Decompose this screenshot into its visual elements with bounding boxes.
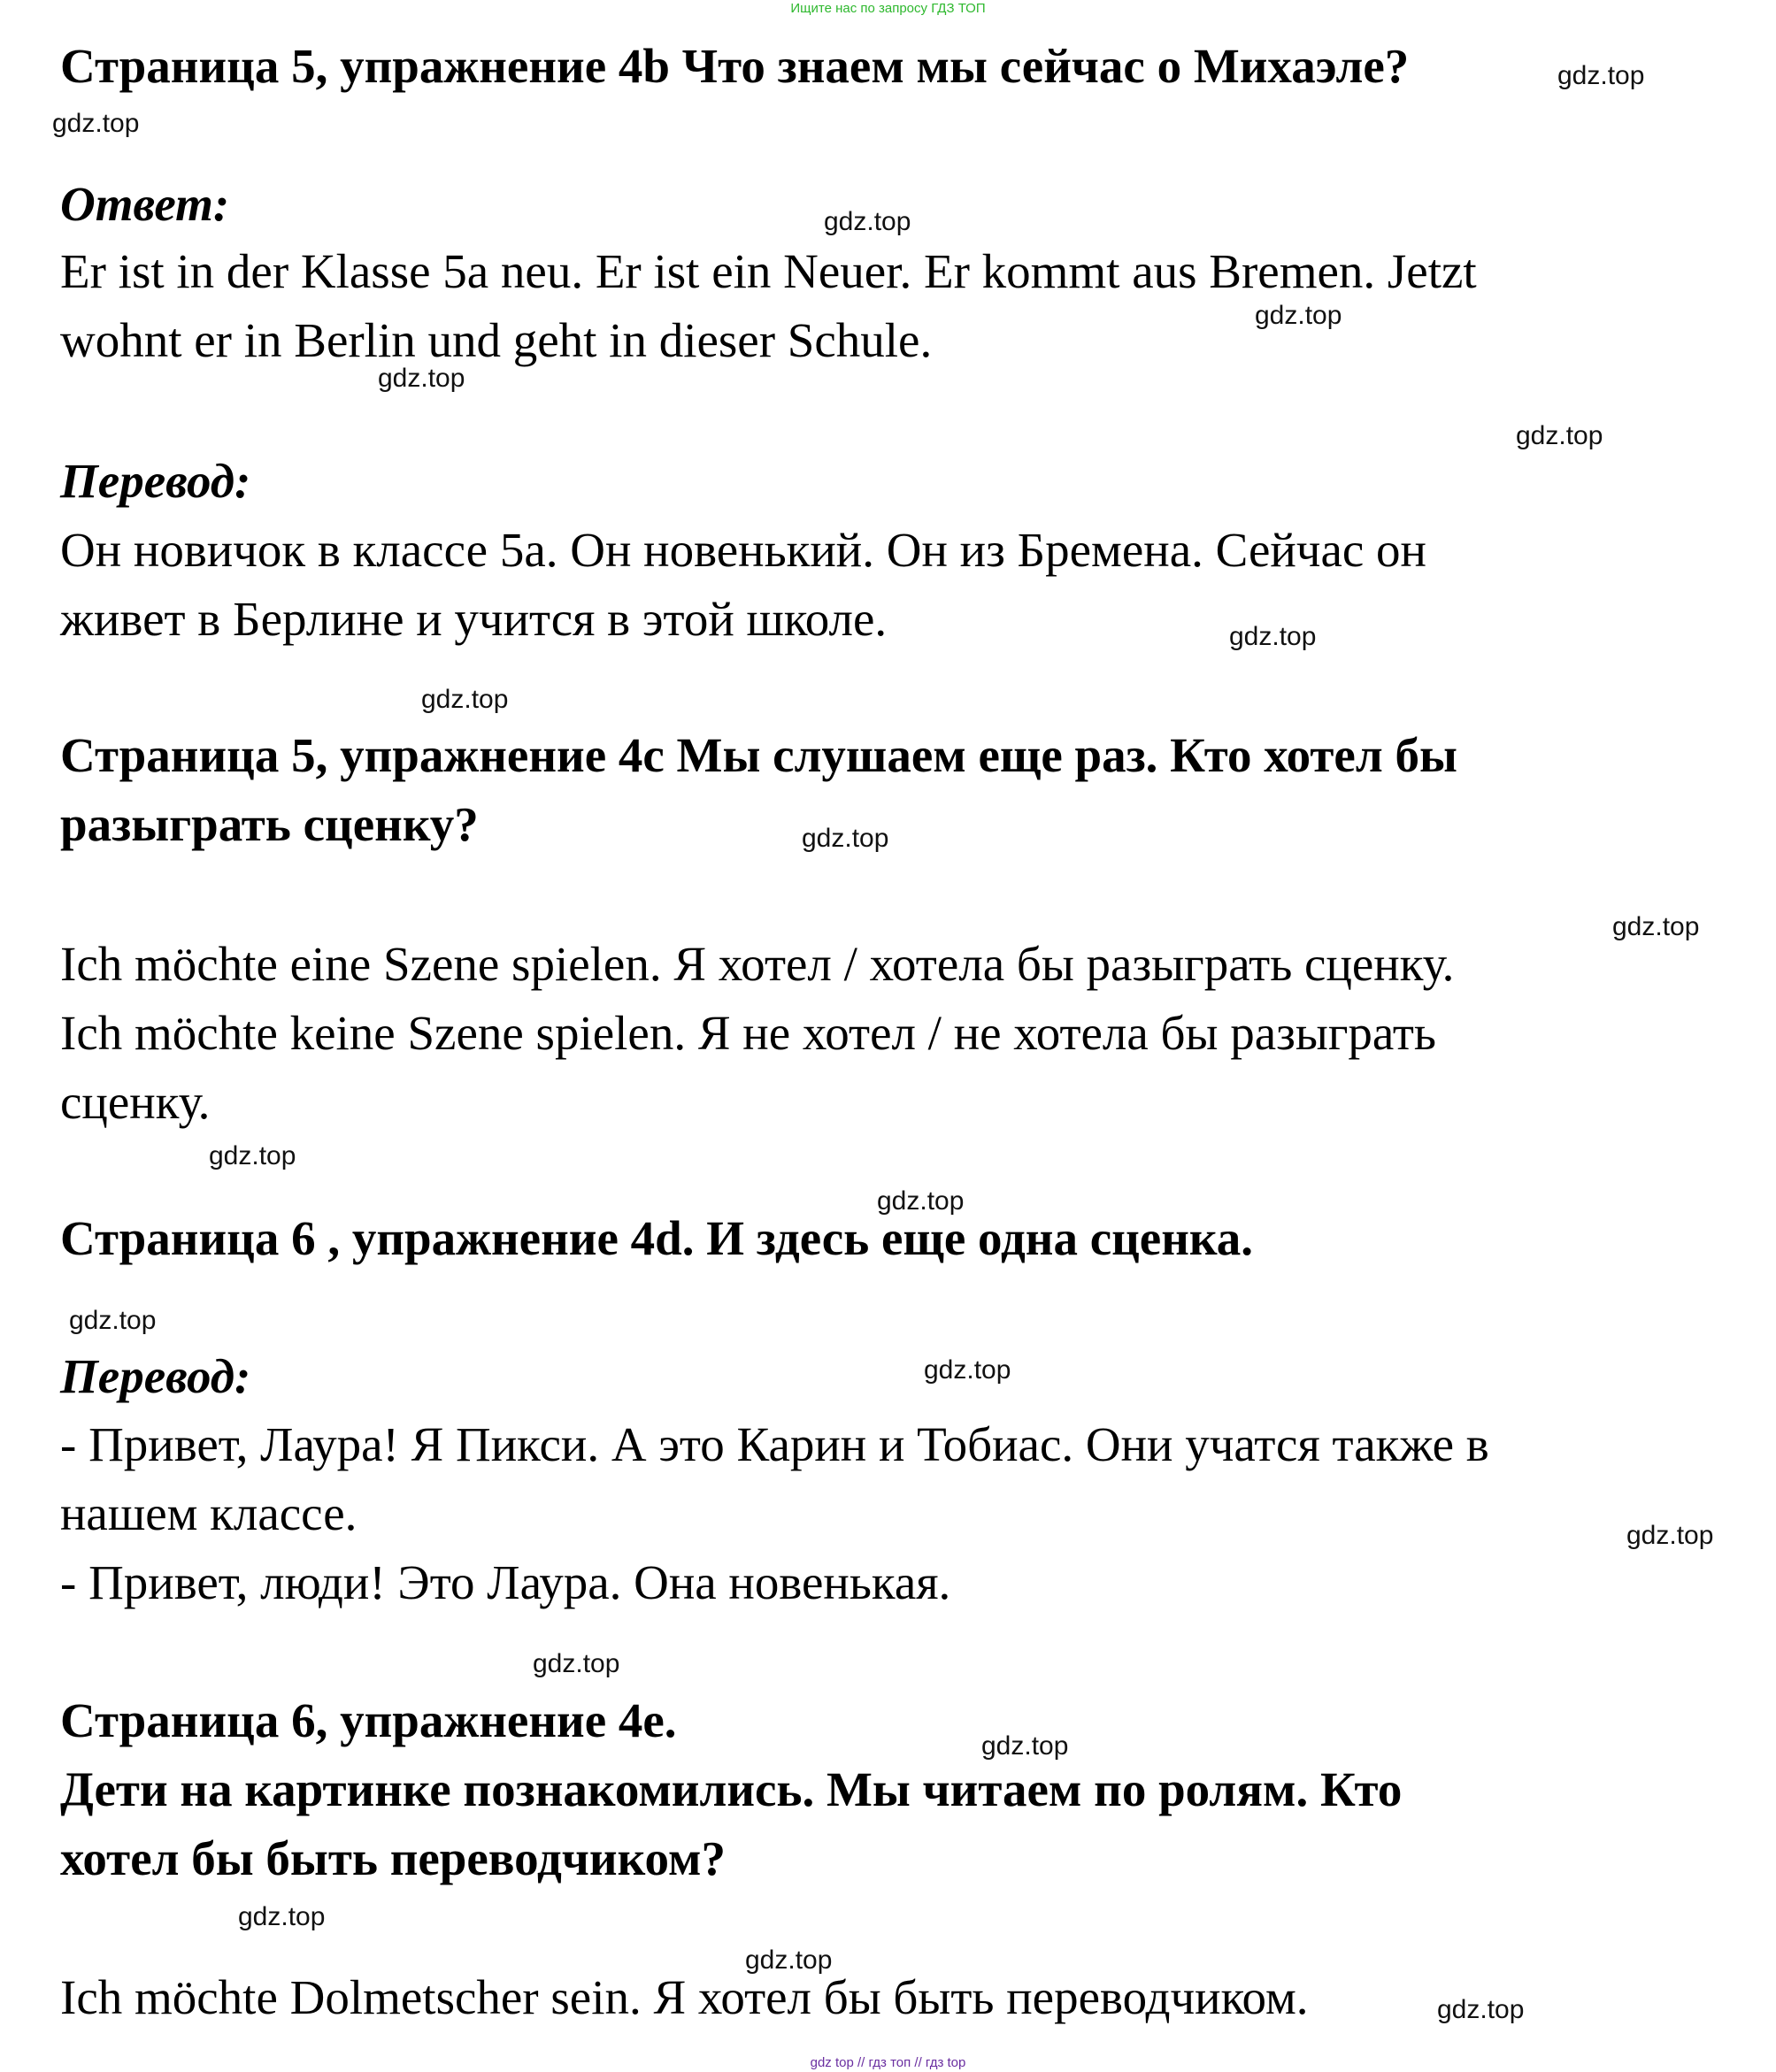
watermark: gdz.top xyxy=(1557,61,1645,90)
label-translation-4d: Перевод: xyxy=(60,1349,251,1403)
heading-4e-line-3: хотел бы быть переводчиком? xyxy=(60,1831,726,1885)
answer-4c-line-3: сценку. xyxy=(60,1075,211,1129)
watermark: gdz.top xyxy=(238,1902,326,1931)
watermark: gdz.top xyxy=(1626,1521,1714,1550)
answer-4c-line-2: Ich möchte keine Szene spielen. Я не хотел / не хотела бы разыграть xyxy=(60,1006,1436,1060)
heading-4b: Страница 5, упражнение 4b Что знаем мы сейчас о Михаэле? xyxy=(60,39,1410,93)
heading-4e-line-1: Страница 6, упражнение 4e. xyxy=(60,1693,677,1747)
heading-4d: Страница 6 , упражнение 4d. И здесь еще одна сценка. xyxy=(60,1211,1254,1265)
watermark: gdz.top xyxy=(378,364,465,393)
top-banner: Ищите нас по запросу ГДЗ ТОП xyxy=(790,1,986,16)
watermark: gdz.top xyxy=(421,685,509,714)
translation-4b-line-2: живет в Берлине и учится в этой школе. xyxy=(60,592,888,646)
translation-4b-line-1: Он новичок в классе 5а. Он новенький. Он из Бремена. Сейчас он xyxy=(60,523,1426,577)
heading-4c-line-2: разыграть сценку? xyxy=(60,797,479,851)
watermark: gdz.top xyxy=(52,109,140,138)
answer-4c-line-1: Ich möchte eine Szene spielen. Я хотел / хотела бы разыграть сценку. xyxy=(60,937,1455,991)
watermark: gdz.top xyxy=(69,1306,157,1335)
watermark: gdz.top xyxy=(824,207,911,236)
watermark: gdz.top xyxy=(924,1355,1011,1385)
watermark: gdz.top xyxy=(1516,421,1603,450)
watermark: gdz.top xyxy=(1229,622,1317,651)
watermark: gdz.top xyxy=(981,1731,1069,1761)
translation-4d-line-2: нашем классе. xyxy=(60,1486,358,1540)
heading-4e-line-2: Дети на картинке познакомились. Мы читаем по ролям. Кто xyxy=(60,1762,1403,1816)
heading-4c-line-1: Страница 5, упражнение 4с Мы слушаем еще раз. Кто хотел бы xyxy=(60,728,1457,782)
translation-4d-line-3: - Привет, люди! Это Лаура. Она новенькая. xyxy=(60,1555,951,1609)
translation-4d-line-1: - Привет, Лаура! Я Пикси. А это Карин и Тобиас. Они учатся также в xyxy=(60,1417,1489,1471)
watermark: gdz.top xyxy=(1437,1995,1525,2024)
watermark: gdz.top xyxy=(877,1186,965,1216)
watermark: gdz.top xyxy=(209,1141,296,1170)
bottom-banner: gdz top // гдз топ // гдз top xyxy=(810,2055,966,2070)
watermark: gdz.top xyxy=(1255,301,1342,330)
label-answer-4b: Ответ: xyxy=(60,177,230,231)
answer-4b-line-2: wohnt er in Berlin und geht in dieser Schule. xyxy=(60,313,933,367)
watermark: gdz.top xyxy=(802,824,889,853)
watermark: gdz.top xyxy=(745,1945,833,1975)
watermark: gdz.top xyxy=(1612,912,1700,941)
answer-4b-line-1: Er ist in der Klasse 5a neu. Er ist ein Neuer. Er kommt aus Bremen. Jetzt xyxy=(60,244,1477,298)
label-translation-4b: Перевод: xyxy=(60,454,251,508)
answer-4e: Ich möchte Dolmetscher sein. Я хотел бы быть переводчиком. xyxy=(60,1970,1309,2024)
watermark: gdz.top xyxy=(533,1649,620,1678)
